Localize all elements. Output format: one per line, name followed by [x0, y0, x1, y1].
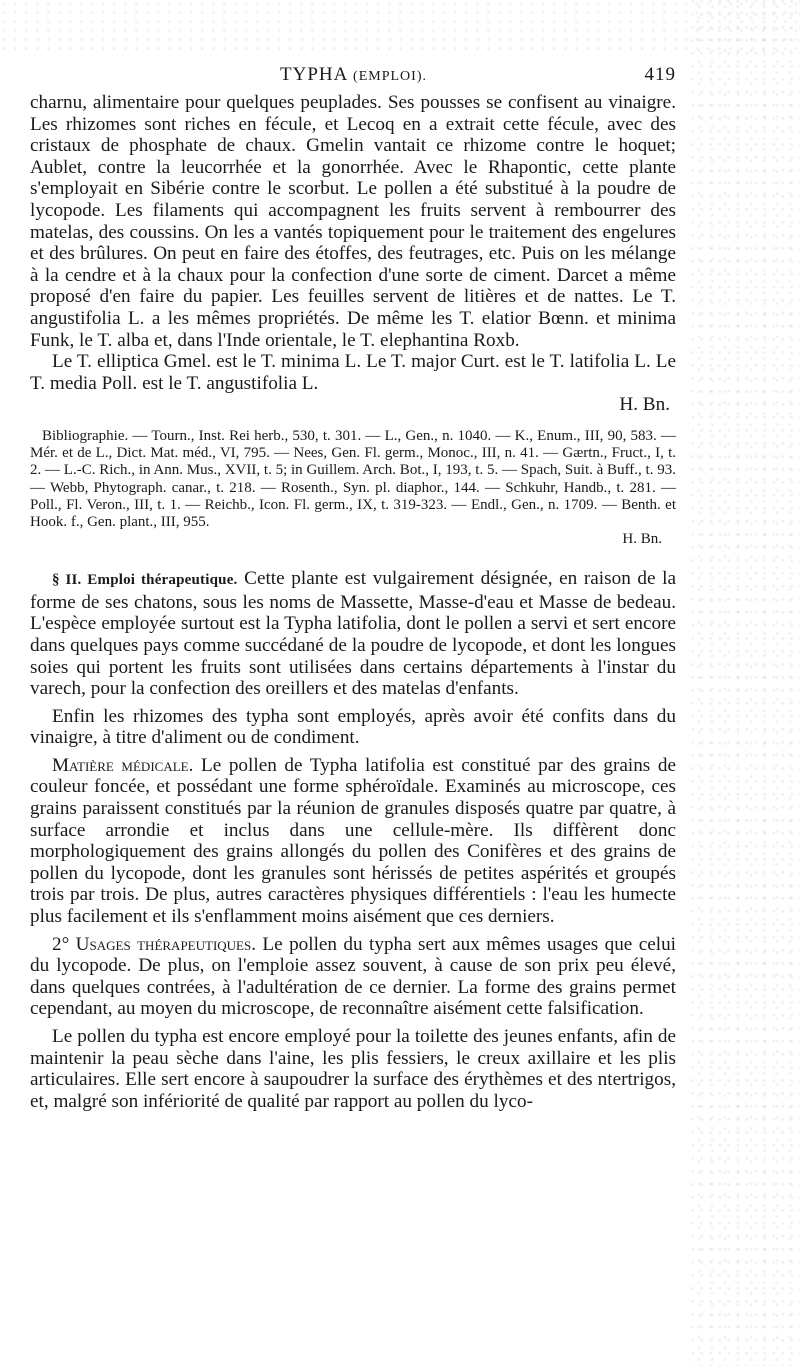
usages-text: Le pollen du typha sert aux mêmes usages que celui du lycopode. De plus, on l'emploie assez souvent, à cause de son prix peu élevé, dans quelques contrées, à l'adultération de ce dernier. La forme des grains permet cependant, au moyen du microscope, de reconnaître aisément cette falsification. [30, 933, 676, 1020]
bibliography-signature: H. Bn. [622, 531, 662, 548]
scan-noise-margin [690, 0, 800, 1366]
page-number: 419 [644, 64, 676, 85]
section-2-text: Cette plante est vulgairement désignée, en raison de la forme de ses chatons, sous les noms de Massette, Masse-d'eau et Masse de bedeau. L'espèce employée surtout est la Typha latifolia, dont le pollen a servi et sert encore dans quelques pays comme succédané de la poudre de lycopode, et dont les longues soies qui portent les fruits sont utilisées dans certains départements à l'instar du varech, pour la confection des oreillers et des matelas d'enfants. [30, 568, 677, 700]
bibliography-text: Bibliographie. — Tourn., Inst. Rei herb., 530, t. 301. — L., Gen., n. 1040. — K., Enum., III, 90, 583. — Mér. et de L., Dict. Mat. méd., VI, 795. — Nees, Gen. Fl. germ., Monoc., III, n. 41. — Gærtn., Fruct., I, t. 2. — L.-C. Rich., in Ann. Mus., XVII, t. 5; in Guillem. Arch. Bot., I, 193, t. 5. — Spach, Suit. à Buff., t. 93. — Webb, Phytograph. canar., t. 218. — Rosenth., Syn. pl. diaphor., 144. — Schkuhr, Handb., t. 281. — Poll., Fl. Veron., III, t. 1. — Reichb., Icon. Fl. germ., IX, t. 319-323. — Endl., Gen., n. 1709. — Benth. et Hook. f., Gen. plant., III, 955. [30, 427, 676, 530]
running-title-sub: (EMPLOI). [353, 69, 427, 84]
section-2 [30, 568, 676, 700]
section-2-heading: § II. Emploi thérapeutique. [52, 572, 238, 589]
synonyms-text: Le T. elliptica Gmel. est le T. minima L. Le T. major Curt. est le T. latifolia L. Le T. media Poll. est le T. angustifolia L. [30, 351, 676, 394]
scan-noise-top [0, 0, 800, 55]
author-signature: H. Bn. [619, 394, 670, 416]
matiere-medicale-text: Le pollen de Typha latifolia est constitué par des grains de couleur foncée, et possédant une forme sphéroïdale. Examinés au microscope, ces grains paraissent constitués par la réunion de granules disposés quatre par quatre, à surface arrondie et inclus dans une cellule-mère. Ils diffèrent donc morphologiquement des grains allongés du pollen des Conifères et des grains de pollen du lycopode, dont les granules sont hérissés de petites aspérités et groupés trois par trois. De plus, autres caractères physiques différentiels : l'eau les humecte plus facilement et ils s'enflamment moins aisément que ces derniers. [30, 754, 676, 928]
paragraph-toilette: Le pollen du typha est encore employé pour la toilette des jeunes enfants, afin de maintenir la peau sèche dans l'aine, les plis fessiers, le creux axillaire et les plis articulaires. Elle sert encore à saupoudrer la surface des érythèmes et des ntertrigos, et, malgré son infériorité de qualité par rapport au pollen du lyco- [30, 1026, 676, 1112]
paragraph-rhizomes: Enfin les rhizomes des typha sont employés, après avoir été confits dans du vinaigre, à titre d'aliment ou de condiment. [30, 705, 676, 749]
paragraph-matiere-medicale [30, 755, 676, 928]
running-head [30, 62, 676, 90]
matiere-medicale-label: Matière médicale. [52, 754, 194, 776]
paragraph-intro: charnu, alimentaire pour quelques peuplades. Ses pousses se confisent au vinaigre. Les rhizomes sont riches en fécule, et Lecoq en a extrait cette fécule, avec des cristaux de phosphate de chaux. Gmelin vantait ce rhizome contre le hoquet; Aublet, contre la leucorrhée et la gonorrhée. Avec le Rhapontic, cette plante s'employait en Sibérie contre le scorbut. Le pollen a été substitué à la poudre de lycopode. Les filaments qui accompagnent les fruits servent à rembourrer des matelas, des coussins. On les a vantés topiquement pour le traitement des engelures et des brûlures. On peut en faire des étoffes, des feutrages, etc. Puis on les mélange à la cendre et à la chaux pour la confection d'une sorte de ciment. Darcet a même proposé d'en faire du papier. Les feuilles servent de litières et de nattes. Le T. angustifolia L. a les mêmes propriétés. De même les T. elatior Bœnn. et minima Funk, le T. alba et, dans l'Inde orientale, le T. elephantina Roxb. [30, 92, 676, 351]
page-body [30, 92, 676, 1112]
usages-label: 2° Usages thérapeutiques. [52, 933, 257, 955]
running-title [280, 64, 427, 86]
paragraph-usages [30, 934, 676, 1020]
paragraph-synonyms [30, 351, 676, 416]
bibliography [30, 428, 676, 548]
running-title-main: TYPHA [280, 64, 348, 85]
